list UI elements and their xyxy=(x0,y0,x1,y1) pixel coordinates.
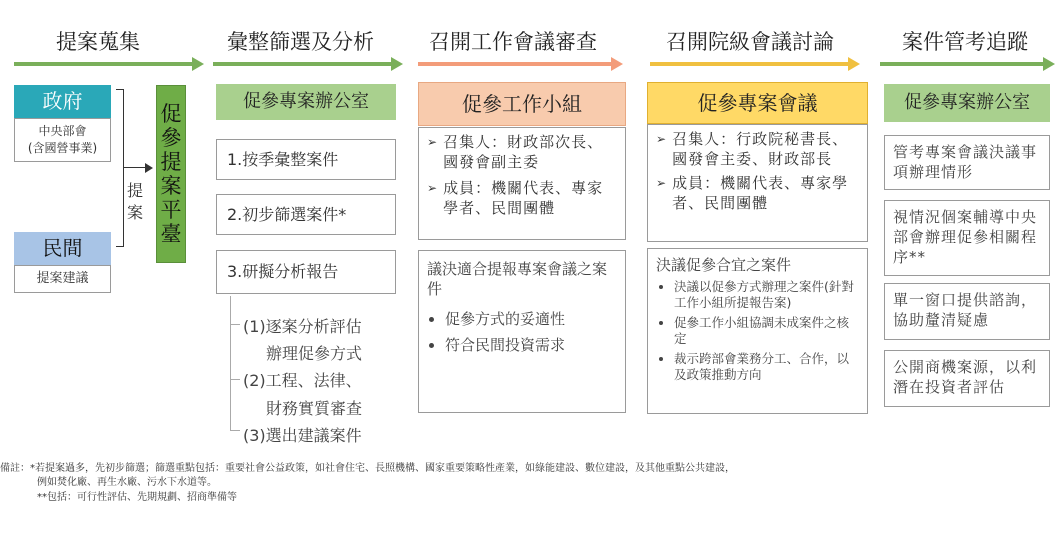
triangle-bullet-icon: ➢ xyxy=(427,135,438,149)
council-decision-list xyxy=(656,279,859,383)
working-decision-title: 議決適合提報專案會議之案件 xyxy=(427,260,608,298)
working-members-text: 成員：機關代表、專家學者、民間團體 xyxy=(443,179,604,217)
platform-char-4: 案 xyxy=(160,174,182,198)
propose-bracket xyxy=(116,89,124,247)
footnote-line1: 備註：*若提案過多，先初步篩選；篩選重點包括：重要社會公益政策，如社會住宅、長照機構、國家重要策略性產業，如綠能建設、數位建設，及其他重點公共建設， xyxy=(0,463,735,474)
platform-char-5: 平 xyxy=(160,198,182,222)
screening-step2-text: 2.初步篩選案件* xyxy=(227,205,347,224)
gov-title: 政府 xyxy=(42,89,83,113)
civil-title-box xyxy=(14,232,111,265)
screening-tree-branch3 xyxy=(230,430,240,431)
stage-working-label: 召開工作會議審查 xyxy=(429,30,597,54)
propose-connector xyxy=(124,167,147,168)
tracking-item-3-text: 單一窗口提供諮詢，協助釐清疑慮 xyxy=(893,291,1038,329)
working-header: 促參工作小組 xyxy=(418,82,626,126)
propose-char-2: 案 xyxy=(126,203,143,222)
working-composition-box xyxy=(418,127,626,240)
screening-sub2a: (2)工程、法律、 xyxy=(243,371,362,390)
screening-step3-text: 3.研擬分析報告 xyxy=(227,262,339,281)
stage-working-arrow xyxy=(418,57,623,71)
working-bullet-2: • 符合民間投資需求 xyxy=(445,335,617,355)
platform-char-1: 促 xyxy=(160,102,182,126)
stage-council-arrow xyxy=(650,57,860,71)
working-bullet-1: • 促參方式的妥適性 xyxy=(445,309,617,329)
tracking-item-3 xyxy=(884,283,1050,340)
gov-sub-line2: (含國營事業) xyxy=(27,141,98,155)
council-members xyxy=(656,173,859,213)
working-decision-list xyxy=(427,309,617,355)
tracking-item-4 xyxy=(884,350,1050,407)
tracking-header: 促參專案辦公室 xyxy=(884,84,1050,122)
triangle-bullet-icon: ➢ xyxy=(656,132,667,146)
council-header: 促參專案會議 xyxy=(647,82,868,124)
working-convener xyxy=(427,132,617,172)
platform-char-3: 提 xyxy=(160,150,182,174)
propose-char-1: 提 xyxy=(126,181,143,200)
tracking-item-1 xyxy=(884,135,1050,190)
working-convener-text: 召集人：財政部次長、國發會副主委 xyxy=(443,133,604,171)
platform-box xyxy=(156,85,186,263)
gov-sub-box xyxy=(14,118,111,162)
screening-sub2b: 財務實質審查 xyxy=(266,399,363,418)
screening-step3 xyxy=(216,250,396,294)
stage-screening-label: 彙整篩選及分析 xyxy=(227,30,374,54)
council-composition-box xyxy=(647,124,868,242)
triangle-bullet-icon: ➢ xyxy=(656,176,667,190)
civil-sub-box xyxy=(14,265,111,293)
screening-sub1b: 辦理促參方式 xyxy=(266,344,363,363)
screening-tree-branch1 xyxy=(230,324,240,325)
council-bullet-3: • 裁示跨部會業務分工、合作，以及政策推動方向 xyxy=(674,351,859,383)
gov-sub-line1: 中央部會 xyxy=(38,124,87,138)
platform-char-6: 臺 xyxy=(160,222,182,246)
council-convener-text: 召集人：行政院秘書長、國發會主委、財政部長 xyxy=(672,130,849,168)
screening-step1-text: 1.按季彙整案件 xyxy=(227,150,339,169)
screening-header: 促參專案辦公室 xyxy=(216,84,396,120)
tracking-item-2 xyxy=(884,200,1050,276)
stage-collection-label: 提案蒐集 xyxy=(56,30,140,54)
screening-tree-branch2 xyxy=(230,379,240,380)
propose-label xyxy=(126,180,144,224)
stage-collection-arrow xyxy=(14,57,204,71)
civil-title: 民間 xyxy=(42,236,83,260)
stage-council-label: 召開院級會議討論 xyxy=(666,30,834,54)
screening-sub1a: (1)逐案分析評估 xyxy=(243,317,362,336)
triangle-bullet-icon: ➢ xyxy=(427,181,438,195)
gov-title-box xyxy=(14,85,111,118)
working-decision-box xyxy=(418,250,626,413)
tracking-item-1-text: 管考專案會議決議事項辦理情形 xyxy=(893,143,1038,181)
tracking-item-2-text: 視情況個案輔導中央部會辦理促參相關程序** xyxy=(893,208,1038,266)
screening-step1 xyxy=(216,139,396,180)
platform-char-2: 參 xyxy=(160,126,182,150)
screening-sub3: (3)選出建議案件 xyxy=(243,426,362,445)
council-decision-title: 決議促參合宜之案件 xyxy=(656,256,792,274)
screening-tree-line xyxy=(230,296,231,430)
footnote-line2: 例如焚化廠、再生水廠、污水下水道等。 xyxy=(37,477,217,488)
council-members-text: 成員：機關代表、專家學者、民間團體 xyxy=(672,174,849,212)
tracking-item-4-text: 公開商機案源，以利潛在投資者評估 xyxy=(893,358,1038,396)
council-bullet-1: • 決議以促參方式辦理之案件(針對工作小組所提報告案) xyxy=(674,279,859,311)
stage-tracking-arrow xyxy=(880,57,1055,71)
propose-arrowhead xyxy=(145,163,153,173)
stage-tracking-label: 案件管考追蹤 xyxy=(902,30,1028,54)
civil-sub: 提案建議 xyxy=(36,271,89,286)
footnote-line3: **包括：可行性評估、先期規劃、招商準備等 xyxy=(37,492,237,503)
council-decision-box xyxy=(647,248,868,414)
stage-screening-arrow xyxy=(213,57,403,71)
council-bullet-2: • 促參工作小組協調未成案件之核定 xyxy=(674,315,859,347)
working-members xyxy=(427,178,617,218)
screening-step2 xyxy=(216,194,396,235)
council-convener xyxy=(656,129,859,169)
